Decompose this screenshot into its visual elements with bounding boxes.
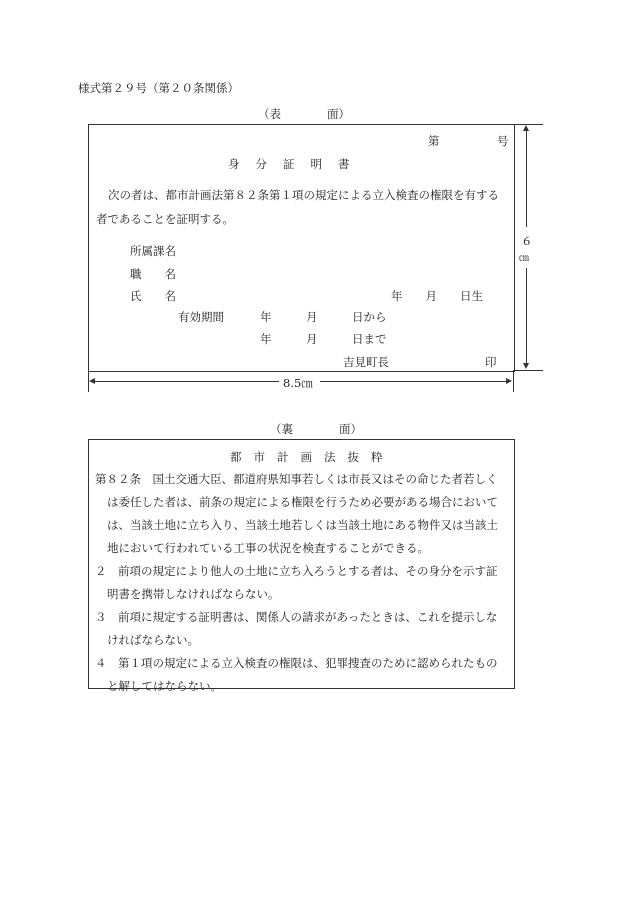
paragraph-4-line1: ４ 第１項の規定による立入検査の権限は、犯罪捜査のために認められたもの xyxy=(95,656,498,670)
height-dim-value: ６ xyxy=(521,234,533,248)
certificate-number-label: 第 号 xyxy=(428,134,509,148)
paragraph-4-line2: と解してはならない。 xyxy=(107,679,222,693)
height-dim-bottom-tick xyxy=(513,370,543,371)
seal-mark: 印 xyxy=(485,355,497,369)
name-label: 氏 名 xyxy=(130,289,176,303)
front-label: （表 面） xyxy=(258,107,350,121)
height-dim-line-upper xyxy=(526,127,527,227)
article-82-line2: は委任した者は、前条の規定による権限を行うため必要がある場合において xyxy=(107,495,498,509)
issuer: 吉見町長 xyxy=(343,355,389,369)
form-header: 様式第２９号（第２０条関係） xyxy=(78,81,239,95)
width-arrow-left-icon xyxy=(89,378,95,384)
validity-to: 年 月 日まで xyxy=(260,332,387,346)
width-dim-value: 8.5㎝ xyxy=(283,376,313,390)
back-label: （裏 面） xyxy=(270,422,362,436)
height-dim-unit: ㎝ xyxy=(519,253,529,264)
article-82-line1: 第８２条 国土交通大臣、都道府県知事若しくは市長又はその命じた者若しく xyxy=(95,472,498,486)
certificate-title: 身分証明書 xyxy=(228,157,366,171)
width-dim-line-right xyxy=(320,381,510,382)
paragraph-3-line2: ければならない。 xyxy=(107,633,199,647)
paragraph-3-line1: ３ 前項に規定する証明書は、関係人の請求があったときは、これを提示しな xyxy=(95,610,498,624)
article-82-line4: 地において行われている工事の状況を検査することができる。 xyxy=(107,541,429,555)
position-label: 職 名 xyxy=(130,267,176,281)
height-dim-line-lower xyxy=(526,268,527,367)
certificate-body-line1: 次の者は、都市計画法第８２条第１項の規定による立入検査の権限を有する xyxy=(108,188,499,202)
birth-date-label: 年 月 日生 xyxy=(391,289,483,303)
height-arrow-up-icon xyxy=(523,125,529,131)
validity-label: 有効期間 xyxy=(178,310,224,324)
width-dim-right-tick xyxy=(513,370,514,392)
width-dim-line-left xyxy=(91,381,279,382)
height-arrow-down-icon xyxy=(523,363,529,369)
certificate-body-line2: 者であることを証明する。 xyxy=(96,212,234,226)
validity-from: 年 月 日から xyxy=(260,310,387,324)
article-82-line3: は、当該土地に立ち入り、当該土地若しくは当該土地にある物件又は当該土 xyxy=(107,518,498,532)
width-arrow-right-icon xyxy=(506,378,512,384)
paragraph-2-line2: 明書を携帯しなければならない。 xyxy=(107,587,280,601)
department-label: 所属課名 xyxy=(130,244,176,258)
paragraph-2-line1: ２ 前項の規定により他人の土地に立ち入ろうとする者は、その身分を示す証 xyxy=(95,564,498,578)
excerpt-title: 都市計画法抜粋 xyxy=(230,450,395,464)
